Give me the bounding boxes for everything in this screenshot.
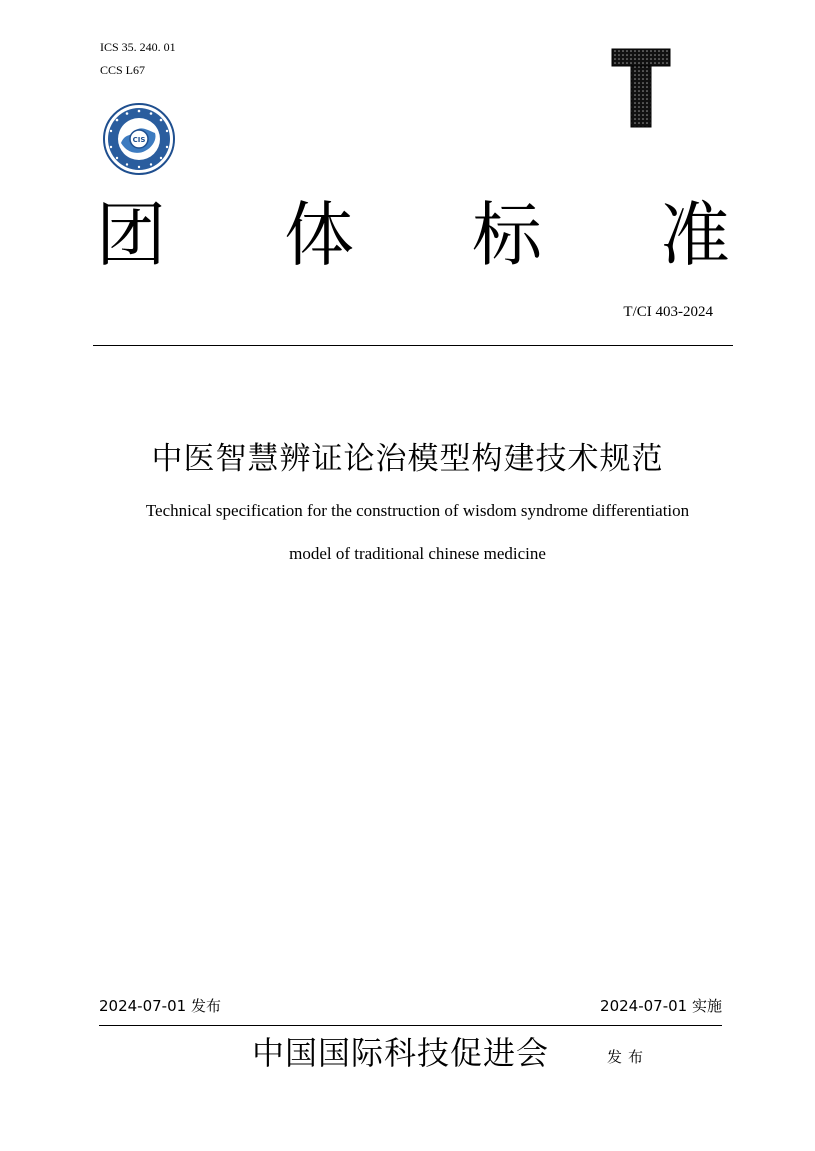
implement-date: 2024-07-01 实施 [600,997,722,1015]
standard-number: T/CI 403-2024 [623,304,713,320]
ics-code: ICS 35. 240. 01 [100,40,176,54]
header-divider [93,345,733,346]
standard-type-char: 团 [96,194,166,276]
issuing-organization: 中国国际科技促进会 [252,1034,550,1072]
standard-type-char: 准 [660,194,730,276]
standard-type-char: 体 [284,194,354,276]
ccs-code: CCS L67 [100,63,146,77]
publish-date: 2024-07-01 发布 [99,997,221,1015]
footer-divider [99,1025,722,1026]
svg-text:CIS: CIS [132,136,146,144]
standard-type-char: 标 [472,194,542,276]
document-title-en-line1: Technical specification for the construction of wisdom syndrome differentiation [145,501,690,520]
document-title-zh: 中医智慧辨证论治模型构建技术规范 [151,441,664,477]
issuing-label: 发布 [607,1048,650,1066]
standard-category-mark [605,45,675,131]
document-title-en-line2: model of traditional chinese medicine [289,544,546,563]
organization-emblem [99,103,179,175]
